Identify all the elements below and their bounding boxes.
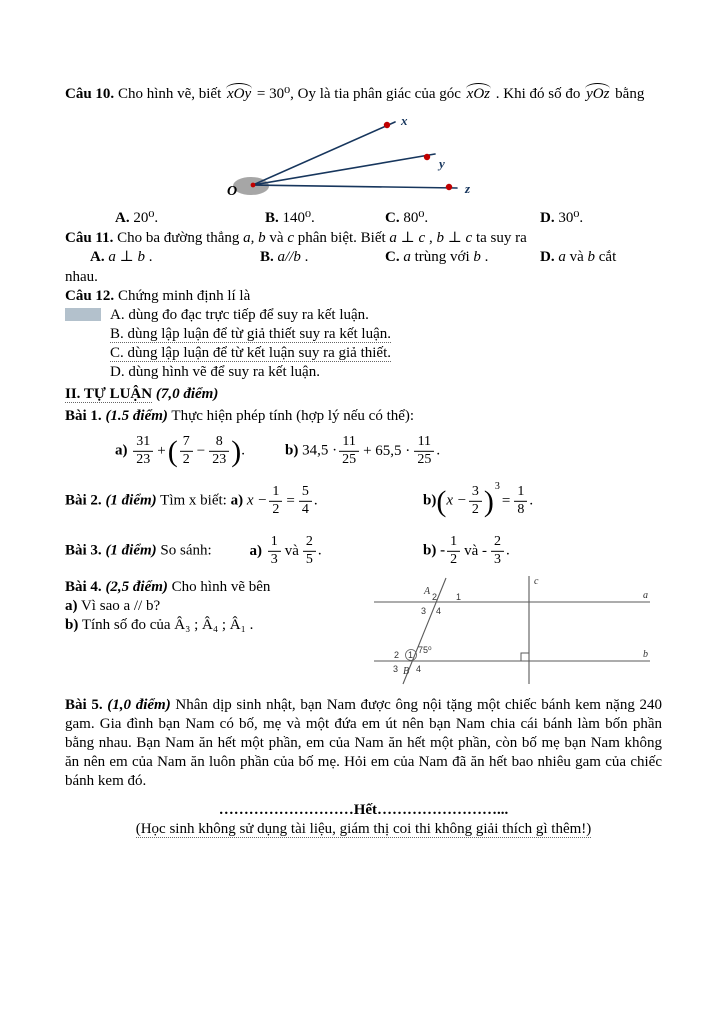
q11-math-a-perp-c: a ⊥ c <box>389 230 426 246</box>
label-x: x <box>401 113 408 128</box>
q10-answer-A <box>115 209 158 228</box>
b5-label: Bài 5. <box>65 697 103 713</box>
q10-figure <box>213 107 513 203</box>
q11-math-b-perp-c: b ⊥ c <box>436 230 473 246</box>
answer-text: 20⁰. <box>129 210 159 226</box>
point-on-Oz <box>446 184 452 190</box>
answer-math: a ⊥ b <box>104 249 145 265</box>
angle-A2: 2 <box>432 592 438 602</box>
period: . <box>317 542 322 559</box>
numerator: 2 <box>491 535 504 552</box>
minus-operator: − <box>196 442 206 459</box>
q11-answer-D <box>540 248 616 267</box>
b3-points: (1 điểm) <box>101 542 157 559</box>
angle-A4: 4 <box>436 606 442 616</box>
part-a-label: a) <box>249 542 262 559</box>
answer-text: và <box>565 249 588 265</box>
numerator: 11 <box>339 435 359 452</box>
b2-text: Tìm x biết: <box>156 492 227 509</box>
problem-1-statement <box>65 407 662 426</box>
q11-answer-D-wrap <box>65 268 662 287</box>
wrap-text: nhau. <box>65 269 98 285</box>
q11-answers-row <box>65 248 662 268</box>
fraction <box>414 435 434 467</box>
q10-answers-row <box>65 209 662 229</box>
numerator: 7 <box>180 435 193 452</box>
denominator: 23 <box>136 451 151 467</box>
part-a-label: a) <box>115 442 128 459</box>
answer-math-2: b <box>587 249 596 265</box>
q11-answer-C <box>385 248 488 267</box>
q10-text-3: . Khi đó số đo <box>492 86 585 102</box>
equals-operator: = <box>286 492 295 509</box>
denominator: 2 <box>272 501 280 517</box>
q10-label: Câu 10. <box>65 86 115 102</box>
b3-part-b <box>423 535 510 567</box>
numerator: 11 <box>414 435 434 452</box>
option-text: A. dùng đo đạc trực tiếp để suy ra kết luận. <box>110 307 369 323</box>
angle-A1: 1 <box>456 592 462 602</box>
label-A: A <box>424 586 431 597</box>
fraction <box>339 435 359 467</box>
problem-2-row <box>65 478 662 524</box>
q11-answer-A <box>90 248 152 267</box>
problem-4-block <box>65 578 662 694</box>
part-a-label: a) <box>65 598 78 614</box>
term-text: 34,5 · <box>302 442 338 459</box>
b4-points: (2,5 điểm) <box>101 579 168 595</box>
b1-points: (1.5 điểm) <box>101 408 168 424</box>
end-marker-line <box>65 801 662 820</box>
denominator: 3 <box>270 551 278 567</box>
denominator: 8 <box>517 501 525 517</box>
q12-label: Câu 12. <box>65 288 115 304</box>
exam-note-text: (Học sinh không sử dụng tài liệu, giám thị coi thi không giải thích gì thêm!) <box>135 821 592 837</box>
b2-statement-and-part-a <box>65 485 318 517</box>
answer-key: A. <box>90 249 105 265</box>
exponent: 3 <box>494 480 500 492</box>
fraction <box>180 435 193 467</box>
denominator: 2 <box>182 451 190 467</box>
equals-operator: = <box>501 492 511 509</box>
fraction <box>133 435 153 467</box>
ray-Oy <box>253 154 435 185</box>
negative-sign: - <box>440 542 446 559</box>
answer-key: B. <box>260 249 274 265</box>
b3-statement-and-part-a <box>65 535 322 567</box>
answer-math: a <box>554 249 566 265</box>
b2-label: Bài 2. <box>65 492 102 509</box>
angle-B4: 4 <box>416 664 422 674</box>
q10-answer-B <box>265 209 315 228</box>
q10-text-1: Cho hình vẽ, biết <box>114 86 226 102</box>
question-12-statement <box>65 287 662 306</box>
angle-B-measure: 75⁰ <box>418 645 432 655</box>
answer-text: 30⁰. <box>554 210 584 226</box>
q12-option-D <box>110 363 662 382</box>
angle-A3: 3 <box>421 606 427 616</box>
fraction <box>209 435 229 467</box>
compare-text: và <box>284 542 299 559</box>
denominator: 23 <box>212 451 227 467</box>
answer-key: A. <box>115 210 130 226</box>
q11-label: Câu 11. <box>65 230 114 246</box>
answer-key: B. <box>265 210 279 226</box>
numerator: 5 <box>299 485 312 502</box>
numerator: 1 <box>447 535 460 552</box>
option-text: C. dùng lập luận để từ kết luận suy ra giả thiết. <box>110 345 391 361</box>
q12-option-A <box>110 306 662 325</box>
q12-title: Chứng minh định lí là <box>114 288 251 304</box>
right-angle-mark <box>521 653 529 661</box>
period: . <box>313 492 318 509</box>
denominator: 5 <box>305 551 313 567</box>
ray-Ox <box>253 122 395 185</box>
answer-key: C. <box>385 249 400 265</box>
answer-math: a//b <box>273 249 301 265</box>
answer-text: 80⁰. <box>399 210 429 226</box>
q11-math-c: c <box>287 230 295 246</box>
q11-text-1: Cho ba đường thẳng <box>113 230 244 246</box>
option-text: B. dùng lập luận để từ giả thiết suy ra kết luận. <box>110 326 391 342</box>
label-y: y <box>439 156 445 171</box>
b1-part-b <box>285 435 440 467</box>
denominator: 2 <box>450 551 458 567</box>
point-on-Oy <box>424 154 430 160</box>
q11-answer-B <box>260 248 308 267</box>
b4-label: Bài 4. <box>65 579 102 595</box>
question-10-statement <box>65 85 662 104</box>
denominator: 4 <box>301 501 309 517</box>
denominator: 3 <box>494 551 501 567</box>
numerator: 2 <box>303 535 316 552</box>
part-a-text: Vì sao a // b? <box>77 598 161 614</box>
q11-text-4: , <box>425 230 437 246</box>
option-text: D. dùng hình vẽ để suy ra kết luận. <box>110 364 320 380</box>
b1-label: Bài 1. <box>65 408 102 424</box>
q10-figure-wrapper <box>213 107 662 205</box>
answer-text: . <box>300 249 309 265</box>
period: . <box>506 542 510 559</box>
answer-key: D. <box>540 210 555 226</box>
q10-text-4: bằng <box>611 86 645 102</box>
answer-text-2: cắt <box>595 249 617 265</box>
answer-key: C. <box>385 210 400 226</box>
problem-3-row <box>65 528 662 574</box>
q11-text-5: ta suy ra <box>472 230 527 246</box>
label-z: z <box>465 181 471 196</box>
q11-text-2: và <box>265 230 288 246</box>
angle-B2: 2 <box>394 650 400 660</box>
q10-text-2: = 30⁰, Oy là tia phân giác của góc <box>253 86 465 102</box>
answer-key: D. <box>540 249 555 265</box>
highlight-artifact <box>65 308 101 321</box>
angle-B1: 1 <box>408 650 414 660</box>
label-O: O <box>227 184 238 199</box>
q10-angle-yOz: yOz <box>586 86 610 102</box>
b4-text: Cho hình vẽ bên <box>167 579 271 595</box>
section-2-points: (7,0 điểm) <box>152 386 219 402</box>
numerator: 1 <box>269 485 282 502</box>
numerator: 1 <box>514 485 527 502</box>
denominator: 25 <box>342 451 357 467</box>
part-b-label: b) <box>423 542 437 559</box>
period: . <box>436 442 441 459</box>
angle-B3: 3 <box>393 664 399 674</box>
plus-operator: + <box>157 442 166 459</box>
fraction <box>299 485 312 517</box>
part-b-text: Tính số đo của Â₃ ; Â₄ ; Â₁ . <box>78 617 254 633</box>
section-2-header <box>65 385 662 404</box>
q10-answer-C <box>385 209 428 228</box>
fraction <box>469 485 482 517</box>
exam-note-line <box>65 820 662 839</box>
denominator: 2 <box>471 501 479 517</box>
vertex-O-dot <box>251 183 256 188</box>
answer-math-2: b <box>473 249 481 265</box>
answer-text: . <box>144 249 153 265</box>
fraction <box>303 535 316 567</box>
answer-text: 140⁰. <box>278 210 315 226</box>
ray-Oz <box>253 185 457 188</box>
answer-text-2: . <box>480 249 489 265</box>
numerator: 3 <box>469 485 482 502</box>
point-on-Ox <box>384 122 390 128</box>
answer-math: a <box>399 249 411 265</box>
problem-5-statement <box>65 696 662 791</box>
numerator: 1 <box>268 535 281 552</box>
q11-math-ab: a, b <box>243 230 266 246</box>
b4-figure <box>366 572 656 687</box>
b2-part-b: b)(x − $\frac{3}{2}$ )$^3$= $\frac{1}{8}$ . <box>423 480 534 518</box>
label-B: B <box>403 666 410 677</box>
q10-angle-xOy: xOy <box>227 86 252 102</box>
b5-points: (1,0 điểm) <box>102 697 171 713</box>
fraction <box>491 535 504 567</box>
period: . <box>529 492 534 509</box>
compare-text: và - <box>464 542 487 559</box>
q10-answer-D <box>540 209 583 228</box>
b3-text: So sánh: <box>156 542 212 559</box>
b3-label: Bài 3. <box>65 542 102 559</box>
problem-1-math-row <box>65 428 662 474</box>
q11-text-3: phân biệt. Biết <box>294 230 390 246</box>
label-c: c <box>534 576 539 587</box>
part-b-label: b) <box>285 442 299 459</box>
term-x-minus: x − <box>446 492 467 509</box>
term-x-minus: x − <box>246 492 268 509</box>
section-2-title: II. TỰ LUẬN <box>65 386 153 402</box>
b1-part-a: a) $\frac{31}{23}$ +( $\frac{7}{2}$ − $\frac{8}{23}$ ). <box>115 433 245 468</box>
b1-text: Thực hiện phép tính (hợp lý nếu có thể): <box>167 408 415 424</box>
term-text-2: + 65,5 · <box>363 442 411 459</box>
part-b-label: b) <box>65 617 79 633</box>
fraction <box>447 535 460 567</box>
part-b-label: b) <box>423 492 437 509</box>
denominator: 25 <box>417 451 432 467</box>
label-a: a <box>643 590 648 601</box>
numerator: 8 <box>209 435 229 452</box>
fraction <box>268 535 281 567</box>
numerator: 31 <box>133 435 153 452</box>
q10-angle-xOz: xOz <box>466 86 490 102</box>
b2-points: (1 điểm) <box>101 492 157 509</box>
fraction <box>269 485 282 517</box>
answer-text: trùng với <box>410 249 474 265</box>
q12-options <box>65 306 662 382</box>
q12-option-B <box>110 325 662 344</box>
b5-text: Nhân dịp sinh nhật, bạn Nam được ông nội tặng một chiếc bánh kem nặng 240 gam. Gia đình bạn Nam có bố, mẹ và một đứa em út nên bạn Nam chia cái bánh làm bốn phần bằng nhau. Bạn Nam ăn hết một phần, em của Nam ăn hết một phần, còn bố mẹ bạn Nam không ăn nên em của Nam ăn luôn phần của bố mẹ. Hỏi em của Nam đã ăn hết bao nhiêu gam của chiếc bánh kem đó. <box>65 697 662 789</box>
question-11-statement <box>65 229 662 248</box>
end-marker-text: ………………………Hết……………………... <box>218 802 509 818</box>
label-b: b <box>643 649 648 660</box>
period: . <box>241 442 245 459</box>
part-a-label: a) <box>230 492 244 509</box>
q12-option-C <box>110 344 662 363</box>
fraction <box>514 485 527 517</box>
